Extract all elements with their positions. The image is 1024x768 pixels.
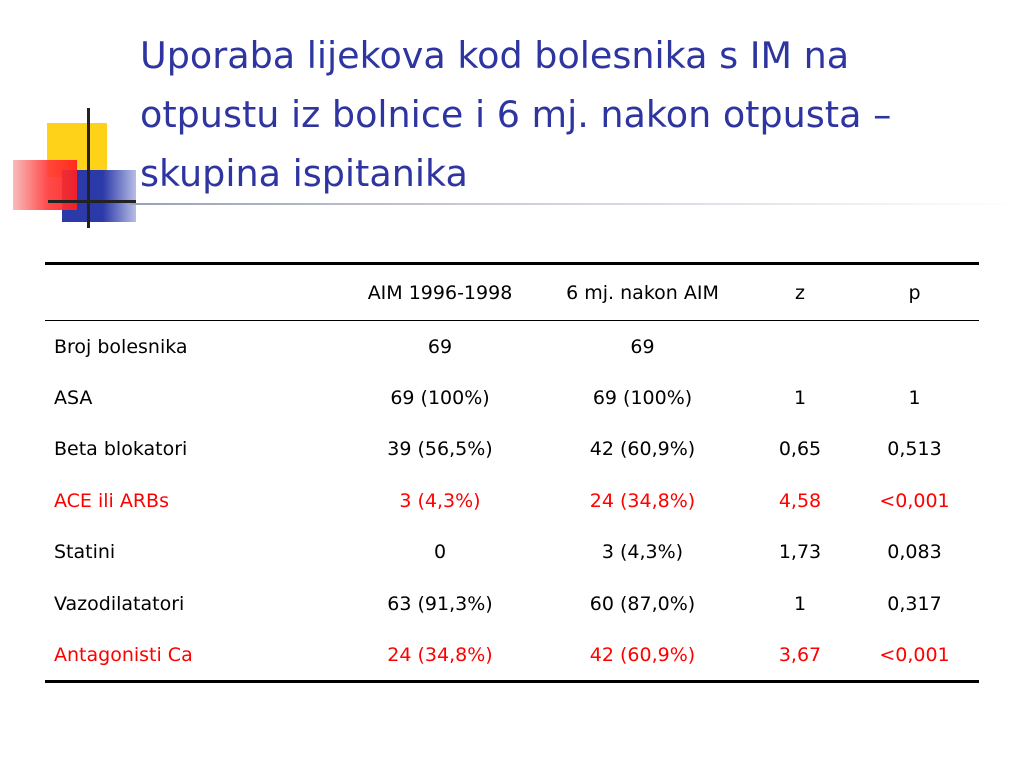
logo-vertical-line	[87, 108, 90, 228]
cell-after: 42 (60,9%)	[589, 438, 696, 461]
cell-aim: 69 (100%)	[390, 386, 490, 409]
table-row	[45, 321, 979, 373]
cell-aim: 3 (4,3%)	[399, 489, 481, 512]
cell-aim: 63 (91,3%)	[387, 592, 493, 615]
table-row	[45, 424, 979, 476]
table-row-highlighted	[45, 630, 979, 682]
cell-z: 1,73	[778, 541, 822, 564]
cell-after: 69	[630, 335, 655, 358]
header-empty	[45, 264, 345, 321]
medication-table	[45, 262, 979, 683]
cell-after: 60 (87,0%)	[589, 592, 696, 615]
cell-aim: 24 (34,8%)	[387, 643, 493, 666]
header-aim: AIM 1996-1998	[345, 264, 535, 321]
cell-aim: 39 (56,5%)	[387, 438, 493, 461]
logo-horizontal-line	[48, 200, 136, 203]
cell-z: 4,58	[778, 489, 822, 512]
slide-logo	[0, 0, 140, 240]
cell-p: 0,083	[887, 541, 942, 564]
header-z: z	[750, 264, 850, 321]
table-row	[45, 527, 979, 579]
cell-p: 1	[908, 386, 921, 409]
slide-title: Uporaba lijekova kod bolesnika s IM na otpustu iz bolnice i 6 mj. nakon otpusta – skupina ispitanika	[140, 34, 892, 195]
cell-after: 3 (4,3%)	[601, 541, 684, 564]
cell-p	[850, 321, 979, 373]
row-label: Antagonisti Ca	[54, 643, 193, 666]
header-p: p	[850, 264, 979, 321]
table-row	[45, 578, 979, 630]
cell-z: 3,67	[778, 643, 822, 666]
cell-p: <0,001	[879, 489, 950, 512]
table-header-row	[45, 264, 979, 321]
row-label: Broj bolesnika	[54, 335, 188, 358]
cell-after: 42 (60,9%)	[589, 643, 696, 666]
title-divider	[130, 203, 1020, 205]
cell-after: 69 (100%)	[592, 386, 693, 409]
table-row-highlighted	[45, 475, 979, 527]
row-label: Vazodilatatori	[54, 592, 185, 615]
cell-aim: 0	[433, 541, 447, 564]
row-label: ACE ili ARBs	[54, 489, 169, 512]
row-label: ASA	[54, 386, 93, 409]
table-row	[45, 372, 979, 424]
cell-z	[750, 321, 850, 373]
cell-z: 1	[793, 592, 807, 615]
cell-p: <0,001	[879, 643, 950, 666]
header-after: 6 mj. nakon AIM	[535, 264, 750, 321]
cell-z: 0,65	[778, 438, 822, 461]
cell-p: 0,317	[887, 592, 942, 615]
cell-p: 0,513	[887, 438, 942, 461]
cell-after: 24 (34,8%)	[589, 489, 696, 512]
row-label: Statini	[54, 541, 116, 564]
cell-z: 1	[793, 386, 807, 409]
cell-aim: 69	[427, 335, 453, 358]
row-label: Beta blokatori	[54, 438, 188, 461]
